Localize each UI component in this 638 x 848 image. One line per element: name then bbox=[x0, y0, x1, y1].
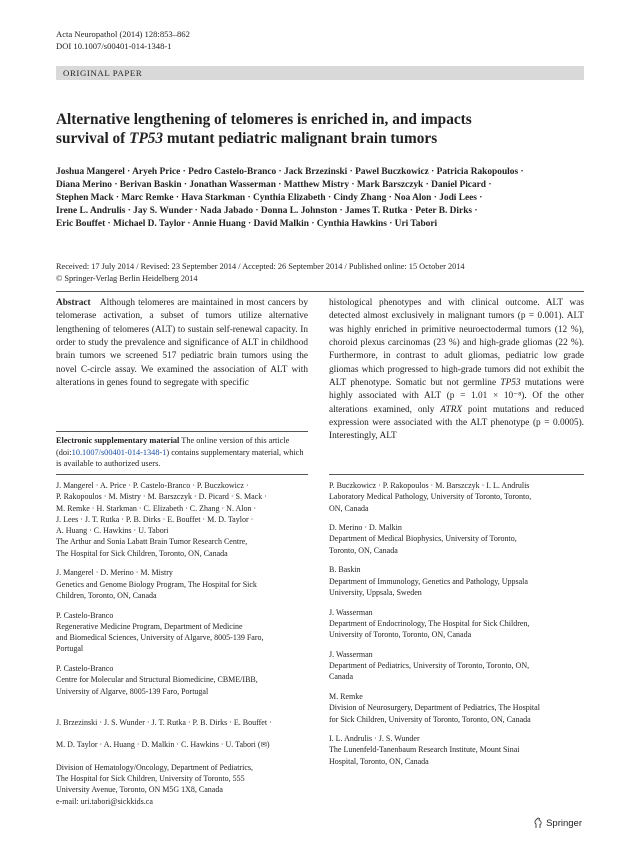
corr-line-2 bbox=[56, 739, 312, 750]
author-line: Diana Merino · Berivan Baskin · Jonathan Wasserman · Matthew Mistry · Mark Barszczyk · Daniel Picard · bbox=[56, 180, 492, 191]
affiliation-block: I. L. Andrulis · J. S. Wunder The Lunenfeld-Tanenbaum Research Institute, Mount Sinai Hospital, Toronto, ON, Canada bbox=[329, 734, 520, 766]
abstract-text-right-1: histological phenotypes and with clinical outcome. ALT was detected almost exclusively in malignant tumors (p = 0.001). ALT was highly enriched in primitive neuroectodermal tumors (12 %), choroid plexus carcinomas (23 %) and high-grade gliomas (22 %). Furthermore, in contrast to adult gliomas, pediatric low grade gliomas which progressed to high-grade tumors did not exhibit the ALT phenotype. Somatic but not germline bbox=[329, 298, 584, 389]
abstract-heading: Abstract bbox=[56, 298, 91, 308]
affiliation-block: J. Mangerel · A. Price · P. Castelo-Branco · P. Buczkowicz · P. Rakopoulos · M. Mistry · M. Barszczyk · D. Picard · S. Mack · M. Remke · H. Starkman · C. Elizabeth · C. Zhang · N. Alon · J. Lees · J. T. Rutka · P. B. Dirks · E. Bouffet · M. D. Taylor · A. Huang · C. Hawkins · U. Tabori The Arthur and Sonia Labatt Brain Tumor Research Centre, The Hospital for Sick Children, Toronto, ON, Canada bbox=[56, 481, 267, 558]
corr-line-1: J. Brzezinski · J. S. Wunder · J. T. Rutka · P. B. Dirks · E. Bouffet · bbox=[56, 717, 272, 727]
abstract-text-right-3: point mutations and reduced expression were associated with the ALT phenotype (p = 0.0005). Interestingly, ALT bbox=[329, 404, 584, 442]
springer-horse-icon bbox=[533, 817, 543, 829]
affiliation-block: J. Wasserman Department of Pediatrics, University of Toronto, Toronto, ON, Canada bbox=[329, 649, 530, 682]
article-title bbox=[56, 110, 586, 148]
abstract-left-column bbox=[56, 297, 308, 390]
abstract-gene-tp53: TP53 bbox=[500, 378, 521, 389]
envelope-icon[interactable]: ✉ bbox=[260, 740, 267, 750]
author-line: Eric Bouffet · Michael D. Taylor · Annie Huang · David Malkin · Cynthia Hawkins · Uri Tabori bbox=[56, 219, 438, 230]
corr-line-2-pre: M. D. Taylor · A. Huang · D. Malkin · C. Hawkins · U. Tabori ( bbox=[56, 740, 261, 750]
author-line: Joshua Mangerel · Aryeh Price · Pedro Castelo‑Branco · Jack Brzezinski · Pawel Buczkowicz · Patricia Rakopoulos · bbox=[56, 167, 524, 177]
author-list bbox=[56, 166, 586, 231]
divider bbox=[56, 291, 584, 292]
author-line: Stephen Mack · Marc Remke · Hava Starkman · Cynthia Elizabeth · Cindy Zhang · Noa Alon · Jodi Lees · bbox=[56, 193, 483, 204]
publisher-name: Springer bbox=[546, 817, 582, 829]
publisher-mark bbox=[533, 817, 582, 829]
publication-dates bbox=[56, 261, 586, 284]
affiliations-divider bbox=[56, 474, 308, 475]
journal-citation: Acta Neuropathol (2014) 128:853–862 bbox=[56, 29, 190, 39]
abstract-text-right-2: mutations were highly associated with ALT (p = 1.01 × 10⁻⁸). Of the other alterations examined, only bbox=[329, 378, 584, 415]
affiliation-block: J. Mangerel · D. Merino · M. Mistry Genetics and Genome Biology Program, The Hospital for Sick Children, Toronto, ON, Canada bbox=[56, 568, 257, 600]
affiliation-block: P. Buczkowicz · P. Rakopoulos · M. Barszczyk · I. L. Andrulis Laboratory Medical Pathology, University of Toronto, Toronto, ON, Canada bbox=[329, 481, 532, 513]
corresponding-affiliation bbox=[56, 705, 312, 818]
title-line-2-post: mutant pediatric malignant brain tumors bbox=[163, 130, 438, 147]
affiliation-block: M. Remke Division of Neurosurgery, Department of Pediatrics, The Hospital for Sick Children, University of Toronto, Toronto, ON, Canada bbox=[329, 691, 540, 724]
author-line: Irene L. Andrulis · Jay S. Wunder · Nada Jabado · Donna L. Johnston · James T. Rutka · Peter B. Dirks · bbox=[56, 206, 478, 217]
history-dates: Received: 17 July 2014 / Revised: 23 September 2014 / Accepted: 26 September 2014 / Published online: 15 October 2014 bbox=[56, 262, 465, 271]
title-line-2-pre: survival of bbox=[56, 130, 130, 147]
esm-divider bbox=[56, 431, 308, 432]
abstract-right-column bbox=[329, 297, 584, 444]
affiliations-divider-right bbox=[329, 474, 584, 475]
affiliation-block: J. Wasserman Department of Endocrinology, The Hospital for Sick Children, University of Toronto, Toronto, ON, Canada bbox=[329, 607, 530, 640]
abstract-gene-atrx: ATRX bbox=[440, 404, 463, 415]
esm-text-pre: The online version of this article (doi: bbox=[56, 436, 290, 457]
doi-link[interactable]: 10.1007/s00401-014-1348-1 bbox=[71, 447, 167, 457]
affiliation-block: D. Merino · D. Malkin Department of Medical Biophysics, University of Toronto, Toronto, ON, Canada bbox=[329, 523, 517, 555]
corr-line-2-post: ) bbox=[266, 740, 270, 750]
affiliation-block: B. Baskin Department of Immunology, Genetics and Pathology, Uppsala University, Uppsala, Sweden bbox=[329, 565, 528, 597]
article-type-banner: ORIGINAL PAPER bbox=[56, 66, 584, 80]
title-gene-italic: TP53 bbox=[129, 130, 164, 147]
abstract-text-left: Although telomeres are maintained in most cancers by telomerase activation, a subset of tumors utilize alternative lengthening of telomeres (ALT) to sustain self-renewal capacity. In order to study the prevalence and significance of ALT in childhood brain tumors we screened 517 pediatric brain tumors using the novel C-circle assay. We examined the association of ALT with alterations in genes found to segregate with specific bbox=[56, 298, 308, 389]
affiliation-block: P. Castelo-Branco Centre for Molecular and Structural Biomedicine, CBME/IBB, University of Algarve, 8005-139 Faro, Portugal bbox=[56, 664, 258, 696]
copyright: © Springer-Verlag Berlin Heidelberg 2014 bbox=[56, 273, 198, 283]
esm-text-post: ) contains supplementary material, which is available to authorized users. bbox=[56, 447, 304, 469]
esm-heading: Electronic supplementary material bbox=[56, 436, 180, 445]
supplementary-note bbox=[56, 435, 308, 470]
affiliations-left bbox=[56, 480, 312, 827]
journal-header bbox=[56, 29, 190, 52]
doi: DOI 10.1007/s00401-014-1348-1 bbox=[56, 40, 172, 51]
affiliations-right bbox=[329, 480, 585, 775]
corr-address: Division of Hematology/Oncology, Department of Pediatrics, The Hospital for Sick Children, University of Toronto, 555 University Avenue, Toronto, ON M5G 1X8, Canada e-mail: uri.tabori@sickkids.ca bbox=[56, 762, 253, 806]
title-line-1: Alternative lengthening of telomeres is enriched in, and impacts bbox=[56, 111, 472, 128]
affiliation-block: P. Castelo-Branco Regenerative Medicine Program, Department of Medicine and Biomedical Sciences, University of Algarve, 8005-139 Faro, Portugal bbox=[56, 610, 264, 654]
